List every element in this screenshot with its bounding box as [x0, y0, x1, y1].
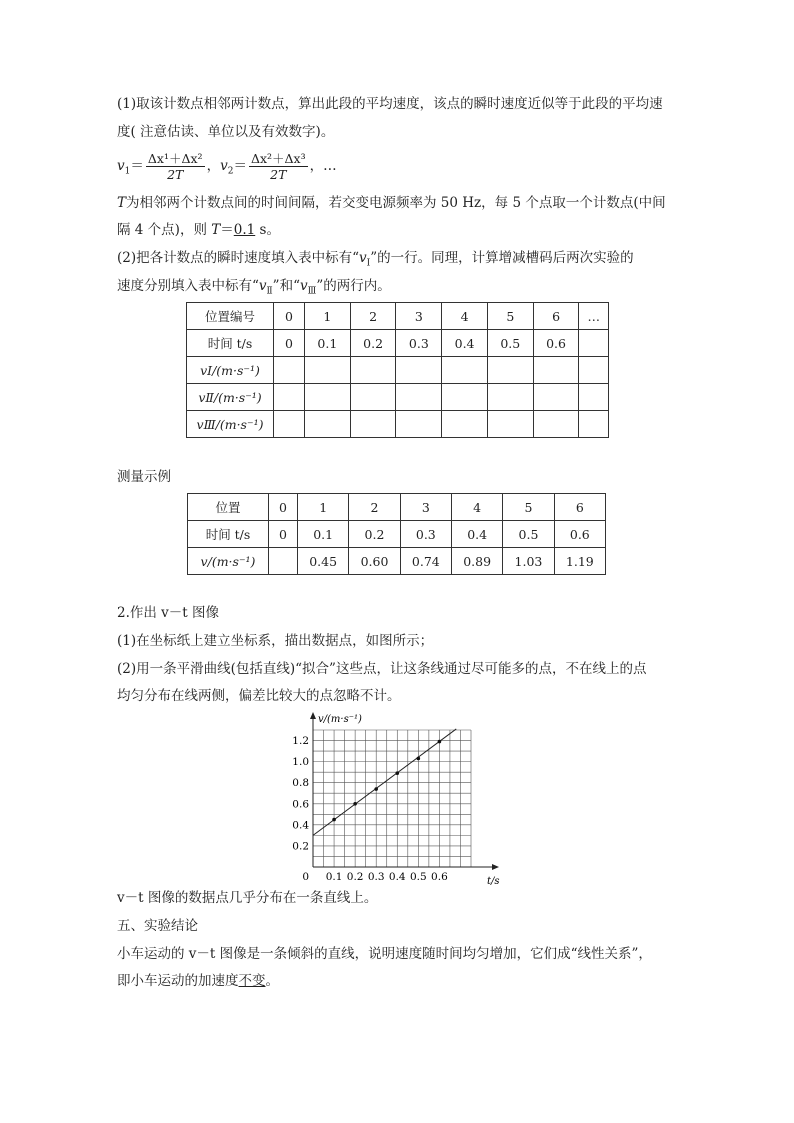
table2-velocity-cell: 1.19	[554, 548, 605, 575]
table2-time-label: 时间 t/s	[188, 521, 269, 548]
step2-a4: ”的一行。同理，计算增减槽码后两次实验的	[370, 250, 634, 266]
data-point	[417, 757, 421, 761]
x-axis-label: t/s	[487, 876, 500, 885]
x-tick-label: 0.2	[346, 871, 364, 883]
y-tick-label: 0.8	[292, 777, 309, 790]
example-title: 测量示例	[117, 469, 171, 485]
table1-time-cell: 0	[274, 330, 305, 357]
v1-denominator: 2T	[167, 167, 184, 182]
table2-header-row	[188, 494, 606, 521]
table1-empty-cell	[396, 411, 442, 438]
table1-time-row	[187, 330, 609, 357]
chart-grid	[313, 730, 471, 867]
table2-velocity-cell: 0.60	[349, 548, 400, 575]
step2-a1: (2)把各计数点的瞬时速度填入表中标有“	[117, 250, 360, 266]
chart-axis-labels	[318, 714, 500, 885]
data-point	[438, 740, 442, 744]
table1-empty-cell	[442, 357, 488, 384]
step2-b5: v	[299, 278, 308, 294]
step2-a3: Ⅰ	[366, 258, 371, 269]
y-axis-arrow	[310, 712, 316, 719]
data-point	[395, 771, 399, 775]
v2-subscript: 2	[227, 166, 234, 177]
step2-b7: ”的两行内。	[316, 278, 391, 294]
step2-a2: v	[359, 250, 367, 266]
T-value: 0.1	[233, 222, 256, 238]
table2-header-cell: 4	[451, 494, 502, 521]
table1-empty-cell	[350, 357, 396, 384]
table2-header-cell: 位置	[188, 494, 269, 521]
period-description: 为相邻两个计数点间的时间间隔，若交变电源频率为 50 Hz，每 5 个点取一个计数点(中间	[126, 195, 666, 211]
table1-empty-cell	[487, 411, 533, 438]
table1-v3-label: vⅢ/(m·s⁻¹)	[187, 411, 274, 438]
step2-b2: v	[258, 278, 267, 294]
table2-header-cell: 1	[298, 494, 349, 521]
table2-header-cell: 2	[349, 494, 400, 521]
table1-empty-cell	[396, 357, 442, 384]
table2-velocity-row	[188, 548, 606, 575]
formula-ellipsis: ，…	[309, 158, 337, 174]
table1-empty-cell	[487, 384, 533, 411]
x-tick-label: 0.5	[409, 871, 427, 883]
table1-header-cell: 3	[396, 303, 442, 330]
v2-fraction	[249, 151, 308, 182]
table2-velocity-cell: 0.74	[400, 548, 451, 575]
table2-header-cell: 6	[554, 494, 605, 521]
y-tick-label: 0.4	[292, 819, 309, 832]
v1-subscript: 1	[124, 166, 131, 177]
step2-b4: ”和“	[272, 278, 300, 294]
conclusion-text-a: 即小车运动的加速度	[117, 973, 239, 989]
table1-empty-cell	[487, 357, 533, 384]
equals-sign: ＝	[220, 222, 234, 238]
section5-title: 五、实验结论	[117, 918, 198, 934]
y-tick-label: 0.6	[292, 798, 309, 811]
section2-title: 2.作出 v－t 图像	[117, 605, 220, 621]
table1-empty-cell	[442, 411, 488, 438]
y-tick-label: 1.0	[292, 756, 309, 769]
data-point	[374, 787, 378, 791]
table1-empty-cell	[579, 357, 609, 384]
v1-symbol: v	[117, 158, 125, 174]
table1-v1-row	[187, 357, 609, 384]
table1-header-row	[187, 303, 609, 330]
section2-item2-line2: 均匀分布在线两侧，偏差比较大的点忽略不计。	[117, 688, 401, 704]
table2-time-cell: 0.4	[451, 521, 502, 548]
table1-empty-cell	[442, 384, 488, 411]
table2-velocity-cell	[269, 548, 298, 575]
table2-velocity-label: v/(m·s⁻¹)	[188, 548, 269, 575]
x-tick-label: 0.6	[431, 871, 448, 883]
chart-tick-labels	[292, 735, 448, 883]
step1-text-line2: 度( 注意估读、单位以及有效数字)。	[117, 124, 335, 140]
table1-empty-cell	[274, 411, 305, 438]
table1-v1-label: vⅠ/(m·s⁻¹)	[187, 357, 274, 384]
y-tick-label: 0.2	[292, 840, 309, 853]
v2-denominator: 2T	[270, 167, 287, 182]
table1-empty-cell	[274, 384, 305, 411]
y-axis-label: v/(m·s⁻¹)	[318, 714, 362, 725]
T-symbol-2: T	[211, 222, 221, 238]
y-tick-label: 1.2	[292, 735, 309, 748]
section5-text-line1: 小车运动的 v－t 图像是一条倾斜的直线，说明速度随时间均匀增加，它们成“线性关系”，	[117, 946, 652, 962]
table2-time-cell: 0.2	[349, 521, 400, 548]
measurement-example-table	[187, 493, 606, 575]
table1-header-cell: 6	[533, 303, 579, 330]
table2-time-cell: 0	[269, 521, 298, 548]
step2-b3: Ⅱ	[266, 286, 273, 297]
chart-caption: v－t 图像的数据点几乎分布在一条直线上。	[117, 890, 378, 906]
x-tick-label: 0.3	[367, 871, 385, 883]
step2-b1: 速度分别填入表中标有“	[117, 278, 259, 294]
x-axis-arrow	[492, 864, 499, 870]
x-tick-label: 0.4	[388, 871, 406, 883]
v1-fraction	[146, 151, 205, 182]
table1-empty-cell	[305, 384, 351, 411]
step1-text-line1: (1)取该计数点相邻两计数点，算出此段的平均速度，该点的瞬时速度近似等于此段的平均速	[117, 96, 663, 112]
table1-time-cell	[579, 330, 609, 357]
table1-header-cell: …	[579, 303, 609, 330]
table1-empty-cell	[274, 357, 305, 384]
velocity-record-table	[186, 302, 609, 438]
table2-time-cell: 0.1	[298, 521, 349, 548]
period-text-a: 隔 4 个点)，则	[117, 222, 212, 238]
period-text-line1	[117, 193, 666, 213]
v2-symbol: v	[220, 158, 228, 174]
table1-empty-cell	[305, 411, 351, 438]
table1-header-cell: 4	[442, 303, 488, 330]
chart-axes	[310, 712, 499, 870]
table1-time-cell: 0.5	[487, 330, 533, 357]
table2-header-cell: 3	[400, 494, 451, 521]
table1-empty-cell	[533, 357, 579, 384]
table1-header-cell: 2	[350, 303, 396, 330]
table2-velocity-cell: 1.03	[503, 548, 554, 575]
table1-time-cell: 0.2	[350, 330, 396, 357]
table1-time-cell: 0.1	[305, 330, 351, 357]
table1-empty-cell	[579, 411, 609, 438]
table1-time-cell: 0.3	[396, 330, 442, 357]
table2-velocity-cell: 0.45	[298, 548, 349, 575]
velocity-formula: $v_1=$ $\frac{\text{Δx¹＋Δx²}}{2T}$ ，$v_2=$ $\frac{\text{Δx²＋Δx³}}{2T}$ ，…	[117, 151, 337, 182]
period-text-line2	[117, 220, 280, 240]
conclusion-key-word: 不变	[238, 973, 266, 989]
table1-time-label: 时间 t/s	[187, 330, 274, 357]
table2-velocity-cell: 0.89	[451, 548, 502, 575]
step2-text-line1	[117, 248, 634, 274]
table1-empty-cell	[350, 384, 396, 411]
table1-empty-cell	[350, 411, 396, 438]
table2-time-cell: 0.5	[503, 521, 554, 548]
table1-header-cell: 0	[274, 303, 305, 330]
conclusion-period: 。	[265, 973, 279, 989]
step2-text-line2	[117, 276, 391, 302]
T-symbol: T	[117, 195, 127, 211]
table1-time-cell: 0.6	[533, 330, 579, 357]
v1-numerator: Δx¹＋Δx²	[147, 151, 203, 166]
period-unit: s。	[255, 222, 280, 238]
v-t-chart	[280, 710, 510, 885]
table1-empty-cell	[396, 384, 442, 411]
table1-empty-cell	[533, 411, 579, 438]
table1-empty-cell	[305, 357, 351, 384]
table1-v2-row	[187, 384, 609, 411]
table1-v2-label: vⅡ/(m·s⁻¹)	[187, 384, 274, 411]
section2-item2-line1: (2)用一条平滑曲线(包括直线)“拟合”这些点，让这条线通过尽可能多的点，不在线上的点	[117, 661, 647, 677]
table2-header-cell: 0	[269, 494, 298, 521]
origin-label: 0	[302, 871, 309, 883]
table2-time-cell: 0.6	[554, 521, 605, 548]
table2-header-cell: 5	[503, 494, 554, 521]
section5-text-line2	[117, 971, 279, 991]
table1-empty-cell	[579, 384, 609, 411]
section2-item1: (1)在坐标纸上建立坐标系，描出数据点，如图所示；	[117, 633, 434, 649]
v2-numerator: Δx²＋Δx³	[250, 151, 306, 166]
step2-b6: Ⅲ	[307, 286, 317, 297]
table1-time-cell: 0.4	[442, 330, 488, 357]
data-point	[353, 802, 357, 806]
table2-time-row	[188, 521, 606, 548]
data-point	[332, 818, 336, 822]
table1-v3-row	[187, 411, 609, 438]
table1-header-cell: 1	[305, 303, 351, 330]
table2-time-cell: 0.3	[400, 521, 451, 548]
table1-header-cell: 5	[487, 303, 533, 330]
table1-empty-cell	[533, 384, 579, 411]
table1-header-cell: 位置编号	[187, 303, 274, 330]
x-tick-label: 0.1	[325, 871, 343, 883]
